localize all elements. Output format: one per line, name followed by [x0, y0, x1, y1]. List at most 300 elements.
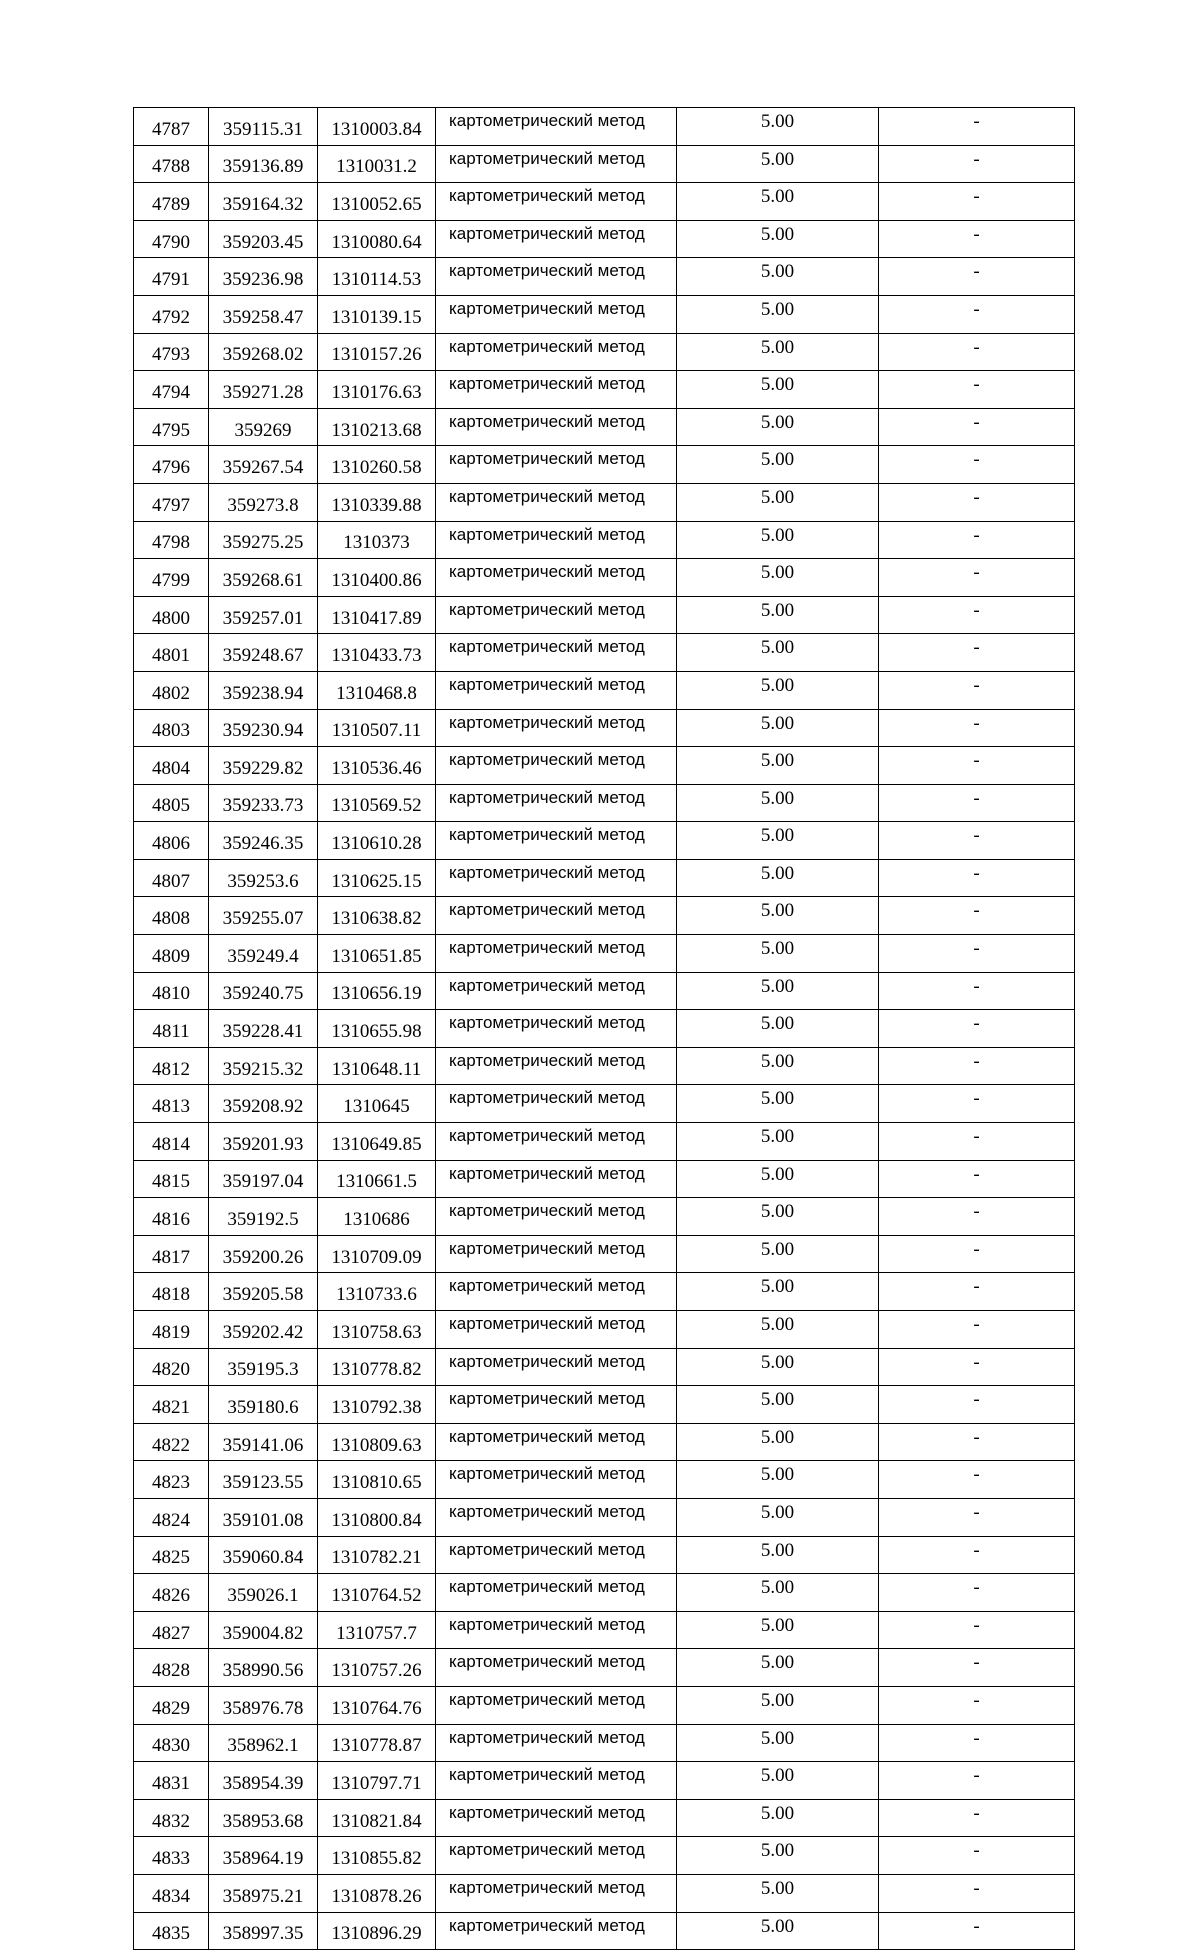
point-number-cell: 4800	[134, 596, 209, 634]
method-cell: картометрический метод	[436, 1198, 677, 1236]
accuracy-cell: 5.00	[677, 1160, 879, 1198]
point-number-cell: 4829	[134, 1686, 209, 1724]
method-cell: картометрический метод	[436, 183, 677, 221]
x-coordinate-cell: 359240.75	[209, 972, 318, 1010]
point-number-cell: 4811	[134, 1010, 209, 1048]
note-cell: -	[879, 258, 1075, 296]
table-row	[134, 859, 1075, 897]
table-row	[134, 1198, 1075, 1236]
y-coordinate-cell: 1310758.63	[318, 1311, 436, 1349]
x-coordinate-cell: 359195.3	[209, 1348, 318, 1386]
y-coordinate-cell: 1310139.15	[318, 295, 436, 333]
y-coordinate-cell: 1310417.89	[318, 596, 436, 634]
y-coordinate-cell: 1310468.8	[318, 671, 436, 709]
x-coordinate-cell: 359004.82	[209, 1611, 318, 1649]
point-number-cell: 4789	[134, 183, 209, 221]
accuracy-cell: 5.00	[677, 1348, 879, 1386]
note-cell: -	[879, 1085, 1075, 1123]
table-row	[134, 183, 1075, 221]
accuracy-cell: 5.00	[677, 1386, 879, 1424]
method-cell: картометрический метод	[436, 408, 677, 446]
method-cell: картометрический метод	[436, 935, 677, 973]
point-number-cell: 4795	[134, 408, 209, 446]
x-coordinate-cell: 359269	[209, 408, 318, 446]
x-coordinate-cell: 358964.19	[209, 1837, 318, 1875]
accuracy-cell: 5.00	[677, 1536, 879, 1574]
accuracy-cell: 5.00	[677, 183, 879, 221]
accuracy-cell: 5.00	[677, 295, 879, 333]
note-cell: -	[879, 935, 1075, 973]
x-coordinate-cell: 359101.08	[209, 1498, 318, 1536]
table-row	[134, 1348, 1075, 1386]
note-cell: -	[879, 1010, 1075, 1048]
table-row	[134, 709, 1075, 747]
table-row	[134, 1047, 1075, 1085]
note-cell: -	[879, 1386, 1075, 1424]
method-cell: картометрический метод	[436, 634, 677, 672]
table-row	[134, 747, 1075, 785]
method-cell: картометрический метод	[436, 1348, 677, 1386]
method-cell: картометрический метод	[436, 1724, 677, 1762]
point-number-cell: 4816	[134, 1198, 209, 1236]
accuracy-cell: 5.00	[677, 1085, 879, 1123]
coordinates-table-body	[134, 108, 1075, 1950]
point-number-cell: 4832	[134, 1799, 209, 1837]
method-cell: картометрический метод	[436, 784, 677, 822]
point-number-cell: 4833	[134, 1837, 209, 1875]
method-cell: картометрический метод	[436, 1273, 677, 1311]
x-coordinate-cell: 359258.47	[209, 295, 318, 333]
method-cell: картометрический метод	[436, 1574, 677, 1612]
method-cell: картометрический метод	[436, 1311, 677, 1349]
y-coordinate-cell: 1310656.19	[318, 972, 436, 1010]
note-cell: -	[879, 1912, 1075, 1950]
note-cell: -	[879, 822, 1075, 860]
table-row	[134, 1649, 1075, 1687]
y-coordinate-cell: 1310709.09	[318, 1235, 436, 1273]
table-row	[134, 1762, 1075, 1800]
note-cell: -	[879, 183, 1075, 221]
note-cell: -	[879, 408, 1075, 446]
method-cell: картометрический метод	[436, 1047, 677, 1085]
x-coordinate-cell: 359255.07	[209, 897, 318, 935]
table-row	[134, 1311, 1075, 1349]
note-cell: -	[879, 1273, 1075, 1311]
point-number-cell: 4805	[134, 784, 209, 822]
method-cell: картометрический метод	[436, 1498, 677, 1536]
y-coordinate-cell: 1310655.98	[318, 1010, 436, 1048]
point-number-cell: 4794	[134, 371, 209, 409]
y-coordinate-cell: 1310569.52	[318, 784, 436, 822]
y-coordinate-cell: 1310373	[318, 521, 436, 559]
x-coordinate-cell: 359205.58	[209, 1273, 318, 1311]
method-cell: картометрический метод	[436, 1160, 677, 1198]
accuracy-cell: 5.00	[677, 371, 879, 409]
method-cell: картометрический метод	[436, 446, 677, 484]
method-cell: картометрический метод	[436, 1123, 677, 1161]
point-number-cell: 4797	[134, 483, 209, 521]
y-coordinate-cell: 1310797.71	[318, 1762, 436, 1800]
y-coordinate-cell: 1310638.82	[318, 897, 436, 935]
x-coordinate-cell: 359060.84	[209, 1536, 318, 1574]
x-coordinate-cell: 359230.94	[209, 709, 318, 747]
method-cell: картометрический метод	[436, 1085, 677, 1123]
x-coordinate-cell: 359257.01	[209, 596, 318, 634]
note-cell: -	[879, 709, 1075, 747]
method-cell: картометрический метод	[436, 108, 677, 146]
note-cell: -	[879, 596, 1075, 634]
y-coordinate-cell: 1310810.65	[318, 1461, 436, 1499]
note-cell: -	[879, 1498, 1075, 1536]
y-coordinate-cell: 1310778.82	[318, 1348, 436, 1386]
note-cell: -	[879, 671, 1075, 709]
accuracy-cell: 5.00	[677, 220, 879, 258]
x-coordinate-cell: 359026.1	[209, 1574, 318, 1612]
method-cell: картометрический метод	[436, 1799, 677, 1837]
y-coordinate-cell: 1310792.38	[318, 1386, 436, 1424]
note-cell: -	[879, 972, 1075, 1010]
y-coordinate-cell: 1310661.5	[318, 1160, 436, 1198]
note-cell: -	[879, 108, 1075, 146]
note-cell: -	[879, 446, 1075, 484]
point-number-cell: 4815	[134, 1160, 209, 1198]
note-cell: -	[879, 1047, 1075, 1085]
y-coordinate-cell: 1310400.86	[318, 559, 436, 597]
y-coordinate-cell: 1310651.85	[318, 935, 436, 973]
x-coordinate-cell: 358997.35	[209, 1912, 318, 1950]
table-row	[134, 1423, 1075, 1461]
method-cell: картометрический метод	[436, 897, 677, 935]
y-coordinate-cell: 1310896.29	[318, 1912, 436, 1950]
x-coordinate-cell: 358954.39	[209, 1762, 318, 1800]
y-coordinate-cell: 1310855.82	[318, 1837, 436, 1875]
y-coordinate-cell: 1310800.84	[318, 1498, 436, 1536]
accuracy-cell: 5.00	[677, 935, 879, 973]
x-coordinate-cell: 359180.6	[209, 1386, 318, 1424]
method-cell: картометрический метод	[436, 747, 677, 785]
x-coordinate-cell: 359268.02	[209, 333, 318, 371]
point-number-cell: 4814	[134, 1123, 209, 1161]
point-number-cell: 4804	[134, 747, 209, 785]
point-number-cell: 4810	[134, 972, 209, 1010]
note-cell: -	[879, 1874, 1075, 1912]
table-row	[134, 1837, 1075, 1875]
note-cell: -	[879, 1686, 1075, 1724]
note-cell: -	[879, 1160, 1075, 1198]
table-row	[134, 1874, 1075, 1912]
accuracy-cell: 5.00	[677, 1123, 879, 1161]
method-cell: картометрический метод	[436, 1386, 677, 1424]
method-cell: картометрический метод	[436, 258, 677, 296]
x-coordinate-cell: 359253.6	[209, 859, 318, 897]
table-row	[134, 596, 1075, 634]
accuracy-cell: 5.00	[677, 747, 879, 785]
x-coordinate-cell: 359271.28	[209, 371, 318, 409]
method-cell: картометрический метод	[436, 1611, 677, 1649]
table-row	[134, 1085, 1075, 1123]
accuracy-cell: 5.00	[677, 1010, 879, 1048]
accuracy-cell: 5.00	[677, 1799, 879, 1837]
note-cell: -	[879, 483, 1075, 521]
accuracy-cell: 5.00	[677, 1235, 879, 1273]
y-coordinate-cell: 1310764.76	[318, 1686, 436, 1724]
note-cell: -	[879, 1123, 1075, 1161]
table-row	[134, 1536, 1075, 1574]
note-cell: -	[879, 1799, 1075, 1837]
point-number-cell: 4802	[134, 671, 209, 709]
x-coordinate-cell: 359267.54	[209, 446, 318, 484]
x-coordinate-cell: 359115.31	[209, 108, 318, 146]
accuracy-cell: 5.00	[677, 333, 879, 371]
accuracy-cell: 5.00	[677, 145, 879, 183]
note-cell: -	[879, 747, 1075, 785]
y-coordinate-cell: 1310757.7	[318, 1611, 436, 1649]
method-cell: картометрический метод	[436, 1837, 677, 1875]
point-number-cell: 4806	[134, 822, 209, 860]
y-coordinate-cell: 1310782.21	[318, 1536, 436, 1574]
method-cell: картометрический метод	[436, 521, 677, 559]
point-number-cell: 4787	[134, 108, 209, 146]
method-cell: картометрический метод	[436, 333, 677, 371]
note-cell: -	[879, 897, 1075, 935]
y-coordinate-cell: 1310645	[318, 1085, 436, 1123]
x-coordinate-cell: 359202.42	[209, 1311, 318, 1349]
y-coordinate-cell: 1310031.2	[318, 145, 436, 183]
y-coordinate-cell: 1310733.6	[318, 1273, 436, 1311]
y-coordinate-cell: 1310114.53	[318, 258, 436, 296]
y-coordinate-cell: 1310625.15	[318, 859, 436, 897]
note-cell: -	[879, 1574, 1075, 1612]
table-row	[134, 258, 1075, 296]
y-coordinate-cell: 1310260.58	[318, 446, 436, 484]
point-number-cell: 4830	[134, 1724, 209, 1762]
y-coordinate-cell: 1310686	[318, 1198, 436, 1236]
point-number-cell: 4824	[134, 1498, 209, 1536]
x-coordinate-cell: 359201.93	[209, 1123, 318, 1161]
table-row	[134, 220, 1075, 258]
table-row	[134, 108, 1075, 146]
method-cell: картометрический метод	[436, 1461, 677, 1499]
accuracy-cell: 5.00	[677, 108, 879, 146]
table-row	[134, 1498, 1075, 1536]
point-number-cell: 4835	[134, 1912, 209, 1950]
accuracy-cell: 5.00	[677, 1874, 879, 1912]
x-coordinate-cell: 359141.06	[209, 1423, 318, 1461]
accuracy-cell: 5.00	[677, 1837, 879, 1875]
table-row	[134, 295, 1075, 333]
accuracy-cell: 5.00	[677, 859, 879, 897]
y-coordinate-cell: 1310213.68	[318, 408, 436, 446]
point-number-cell: 4822	[134, 1423, 209, 1461]
note-cell: -	[879, 1649, 1075, 1687]
method-cell: картометрический метод	[436, 559, 677, 597]
x-coordinate-cell: 359192.5	[209, 1198, 318, 1236]
note-cell: -	[879, 1461, 1075, 1499]
y-coordinate-cell: 1310052.65	[318, 183, 436, 221]
method-cell: картометрический метод	[436, 145, 677, 183]
x-coordinate-cell: 358962.1	[209, 1724, 318, 1762]
method-cell: картометрический метод	[436, 1649, 677, 1687]
accuracy-cell: 5.00	[677, 483, 879, 521]
method-cell: картометрический метод	[436, 822, 677, 860]
accuracy-cell: 5.00	[677, 258, 879, 296]
method-cell: картометрический метод	[436, 709, 677, 747]
table-row	[134, 822, 1075, 860]
table-row	[134, 1611, 1075, 1649]
accuracy-cell: 5.00	[677, 1198, 879, 1236]
y-coordinate-cell: 1310610.28	[318, 822, 436, 860]
method-cell: картометрический метод	[436, 1536, 677, 1574]
point-number-cell: 4799	[134, 559, 209, 597]
point-number-cell: 4825	[134, 1536, 209, 1574]
note-cell: -	[879, 1724, 1075, 1762]
accuracy-cell: 5.00	[677, 1686, 879, 1724]
accuracy-cell: 5.00	[677, 1273, 879, 1311]
table-row	[134, 935, 1075, 973]
note-cell: -	[879, 1611, 1075, 1649]
note-cell: -	[879, 1311, 1075, 1349]
table-row	[134, 1912, 1075, 1950]
accuracy-cell: 5.00	[677, 897, 879, 935]
method-cell: картометрический метод	[436, 1235, 677, 1273]
accuracy-cell: 5.00	[677, 709, 879, 747]
point-number-cell: 4801	[134, 634, 209, 672]
table-row	[134, 408, 1075, 446]
table-row	[134, 1799, 1075, 1837]
accuracy-cell: 5.00	[677, 1047, 879, 1085]
accuracy-cell: 5.00	[677, 446, 879, 484]
accuracy-cell: 5.00	[677, 1498, 879, 1536]
point-number-cell: 4793	[134, 333, 209, 371]
y-coordinate-cell: 1310339.88	[318, 483, 436, 521]
x-coordinate-cell: 359164.32	[209, 183, 318, 221]
y-coordinate-cell: 1310080.64	[318, 220, 436, 258]
note-cell: -	[879, 1423, 1075, 1461]
table-row	[134, 671, 1075, 709]
method-cell: картометрический метод	[436, 671, 677, 709]
point-number-cell: 4818	[134, 1273, 209, 1311]
point-number-cell: 4808	[134, 897, 209, 935]
y-coordinate-cell: 1310778.87	[318, 1724, 436, 1762]
method-cell: картометрический метод	[436, 1423, 677, 1461]
method-cell: картометрический метод	[436, 972, 677, 1010]
accuracy-cell: 5.00	[677, 408, 879, 446]
table-row	[134, 559, 1075, 597]
point-number-cell: 4828	[134, 1649, 209, 1687]
table-row	[134, 145, 1075, 183]
note-cell: -	[879, 1837, 1075, 1875]
accuracy-cell: 5.00	[677, 634, 879, 672]
method-cell: картометрический метод	[436, 1874, 677, 1912]
accuracy-cell: 5.00	[677, 521, 879, 559]
point-number-cell: 4803	[134, 709, 209, 747]
table-row	[134, 634, 1075, 672]
note-cell: -	[879, 521, 1075, 559]
x-coordinate-cell: 359248.67	[209, 634, 318, 672]
x-coordinate-cell: 359233.73	[209, 784, 318, 822]
table-row	[134, 1386, 1075, 1424]
y-coordinate-cell: 1310757.26	[318, 1649, 436, 1687]
accuracy-cell: 5.00	[677, 1912, 879, 1950]
accuracy-cell: 5.00	[677, 1611, 879, 1649]
accuracy-cell: 5.00	[677, 1311, 879, 1349]
point-number-cell: 4831	[134, 1762, 209, 1800]
y-coordinate-cell: 1310878.26	[318, 1874, 436, 1912]
y-coordinate-cell: 1310157.26	[318, 333, 436, 371]
table-row	[134, 446, 1075, 484]
y-coordinate-cell: 1310821.84	[318, 1799, 436, 1837]
point-number-cell: 4807	[134, 859, 209, 897]
note-cell: -	[879, 559, 1075, 597]
note-cell: -	[879, 333, 1075, 371]
y-coordinate-cell: 1310764.52	[318, 1574, 436, 1612]
method-cell: картометрический метод	[436, 1912, 677, 1950]
x-coordinate-cell: 359236.98	[209, 258, 318, 296]
y-coordinate-cell: 1310003.84	[318, 108, 436, 146]
method-cell: картометрический метод	[436, 1010, 677, 1048]
table-row	[134, 1235, 1075, 1273]
table-row	[134, 483, 1075, 521]
point-number-cell: 4821	[134, 1386, 209, 1424]
point-number-cell: 4798	[134, 521, 209, 559]
accuracy-cell: 5.00	[677, 1423, 879, 1461]
x-coordinate-cell: 359208.92	[209, 1085, 318, 1123]
x-coordinate-cell: 359136.89	[209, 145, 318, 183]
table-row	[134, 897, 1075, 935]
note-cell: -	[879, 1235, 1075, 1273]
method-cell: картометрический метод	[436, 220, 677, 258]
note-cell: -	[879, 295, 1075, 333]
x-coordinate-cell: 359123.55	[209, 1461, 318, 1499]
method-cell: картометрический метод	[436, 483, 677, 521]
x-coordinate-cell: 359238.94	[209, 671, 318, 709]
point-number-cell: 4796	[134, 446, 209, 484]
table-row	[134, 521, 1075, 559]
table-row	[134, 784, 1075, 822]
point-number-cell: 4788	[134, 145, 209, 183]
x-coordinate-cell: 359275.25	[209, 521, 318, 559]
table-row	[134, 1160, 1075, 1198]
x-coordinate-cell: 358990.56	[209, 1649, 318, 1687]
point-number-cell: 4791	[134, 258, 209, 296]
note-cell: -	[879, 859, 1075, 897]
accuracy-cell: 5.00	[677, 972, 879, 1010]
x-coordinate-cell: 359197.04	[209, 1160, 318, 1198]
method-cell: картометрический метод	[436, 859, 677, 897]
x-coordinate-cell: 359273.8	[209, 483, 318, 521]
method-cell: картометрический метод	[436, 295, 677, 333]
note-cell: -	[879, 1348, 1075, 1386]
table-row	[134, 1574, 1075, 1612]
point-number-cell: 4812	[134, 1047, 209, 1085]
method-cell: картометрический метод	[436, 596, 677, 634]
note-cell: -	[879, 371, 1075, 409]
point-number-cell: 4820	[134, 1348, 209, 1386]
accuracy-cell: 5.00	[677, 1461, 879, 1499]
accuracy-cell: 5.00	[677, 1724, 879, 1762]
point-number-cell: 4790	[134, 220, 209, 258]
point-number-cell: 4792	[134, 295, 209, 333]
y-coordinate-cell: 1310433.73	[318, 634, 436, 672]
table-row	[134, 1123, 1075, 1161]
accuracy-cell: 5.00	[677, 1762, 879, 1800]
method-cell: картометрический метод	[436, 1762, 677, 1800]
point-number-cell: 4813	[134, 1085, 209, 1123]
accuracy-cell: 5.00	[677, 671, 879, 709]
accuracy-cell: 5.00	[677, 1649, 879, 1687]
x-coordinate-cell: 359203.45	[209, 220, 318, 258]
table-row	[134, 1010, 1075, 1048]
